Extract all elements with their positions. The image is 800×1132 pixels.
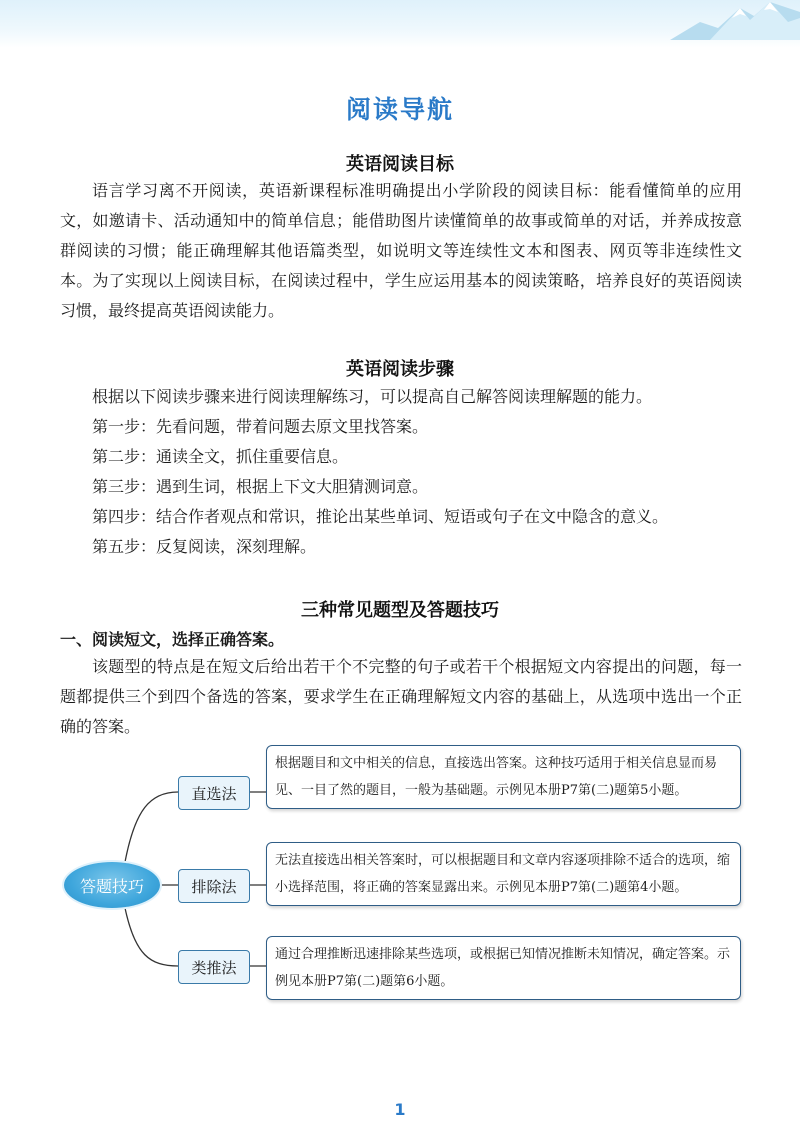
- reading-steps-heading: 英语阅读步骤: [346, 359, 454, 380]
- step-item: 第一步：先看问题，带着问题去原文里找答案。: [92, 417, 429, 436]
- answer-skills-hub: 答题技巧: [64, 862, 160, 908]
- reading-goals-heading: 英语阅读目标: [346, 154, 454, 175]
- question-type-one-heading: 一、阅读短文，选择正确答案。: [60, 630, 285, 649]
- method-elimination: 排除法: [178, 869, 250, 903]
- step-item: 第三步：遇到生词，根据上下文大胆猜测词意。: [92, 477, 429, 496]
- reading-goals-paragraph: 语言学习离不开阅读，英语新课程标准明确提出小学阶段的阅读目标：能看懂简单的应用文，如邀请卡、活动通知中的简单信息；能借助图片读懂简单的故事或简单的对话，并养成按意群阅读的习惯；能正确理解其他语篇类型，如说明文等连续性文本和图表、网页等非连续性文本。为了实现以上阅读目标，在阅读过程中，学生应运用基本的阅读策略，培养良好的英语阅读习惯，最终提高英语阅读能力。: [60, 181, 742, 320]
- question-type-one-paragraph: 该题型的特点是在短文后给出若干个不完整的句子或若干个根据短文内容提出的问题，每一题都提供三个到四个备选的答案，要求学生在正确理解短文内容的基础上，从选项中选出一个正确的答案。: [60, 657, 742, 736]
- method-inference: 类推法: [178, 950, 250, 984]
- step-item: 第五步：反复阅读，深刻理解。: [92, 537, 317, 556]
- method-elimination-desc: 无法直接选出相关答案时，可以根据题目和文章内容逐项排除不适合的选项，缩小选择范围，将正确的答案显露出来。示例见本册P7第(二)题第4小题。: [266, 842, 741, 906]
- page-title: 阅读导航: [345, 95, 454, 124]
- method-direct-selection: 直选法: [178, 776, 250, 810]
- method-direct-selection-desc: 根据题目和文中相关的信息，直接选出答案。这种技巧适用于相关信息显而易见、一目了然的题目，一般为基础题。示例见本册P7第(二)题第5小题。: [266, 745, 741, 809]
- step-item: 第二步：通读全文，抓住重要信息。: [92, 447, 349, 466]
- question-types-heading: 三种常见题型及答题技巧: [301, 600, 499, 621]
- page-number: 1: [394, 1100, 406, 1119]
- reading-steps-intro: 根据以下阅读步骤来进行阅读理解练习，可以提高自己解答阅读理解题的能力。: [92, 387, 653, 406]
- method-inference-desc: 通过合理推断迅速排除某些选项，或根据已知情况推断未知情况，确定答案。示例见本册P7第(二)题第6小题。: [266, 936, 741, 1000]
- step-item: 第四步：结合作者观点和常识，推论出某些单词、短语或句子在文中隐含的意义。: [92, 507, 669, 526]
